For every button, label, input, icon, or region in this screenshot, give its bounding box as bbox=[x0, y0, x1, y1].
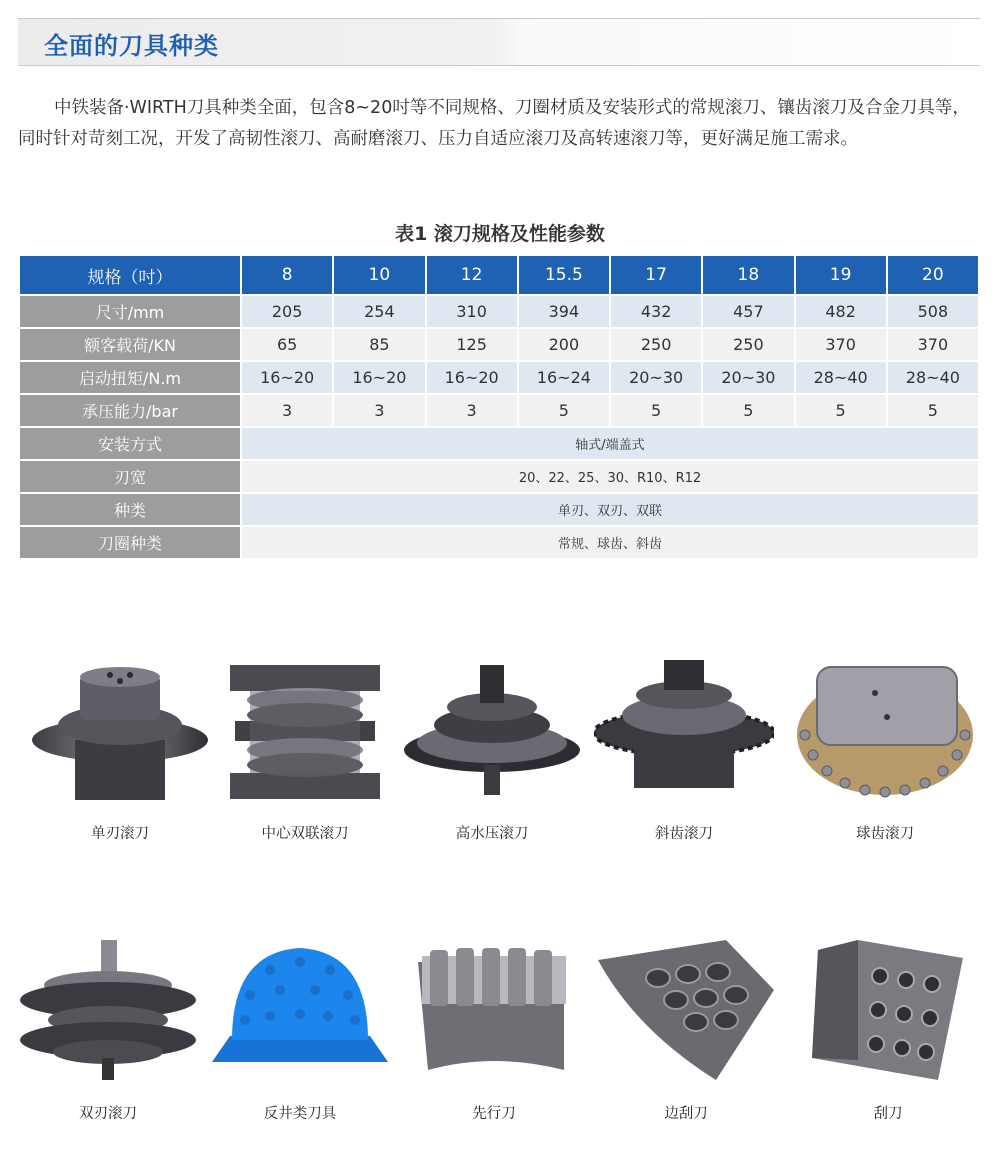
row-label: 刃宽 bbox=[19, 460, 241, 493]
row-label: 承压能力/bar bbox=[19, 394, 241, 427]
edge-scraper-image bbox=[596, 940, 776, 1090]
merged-cell: 常规、球齿、斜齿 bbox=[241, 526, 979, 559]
product-label: 高水压滚刀 bbox=[455, 826, 529, 842]
table-cell: 16~20 bbox=[333, 361, 425, 394]
product-button-tooth-cutter bbox=[795, 655, 975, 842]
row-label: 启动扭矩/N.m bbox=[19, 361, 241, 394]
table-cell: 28~40 bbox=[887, 361, 979, 394]
header-size: 15.5 bbox=[518, 255, 610, 295]
button-tooth-cutter-image bbox=[795, 655, 975, 805]
table-row-merged bbox=[19, 493, 979, 526]
double-disc-cutter-image bbox=[18, 940, 198, 1090]
intro-paragraph: 中铁装备·WIRTH刀具种类全面，包含8~20吋等不同规格、刀圈材质及安装形式的常规滚刀、镶齿滚刀及合金刀具等，同时针对苛刻工况，开发了高韧性滚刀、高耐磨滚刀、压力自适应滚刀及高转速滚刀等，更好满足施工需求。 bbox=[18, 98, 970, 149]
header-label: 规格（吋） bbox=[19, 255, 241, 295]
table-row bbox=[19, 394, 979, 427]
table-cell: 457 bbox=[702, 295, 794, 328]
table-cell: 125 bbox=[426, 328, 518, 361]
product-label: 单刃滚刀 bbox=[91, 826, 149, 842]
raise-boring-tool-image bbox=[210, 940, 390, 1090]
table-cell: 200 bbox=[518, 328, 610, 361]
merged-cell: 单刃、双刃、双联 bbox=[241, 493, 979, 526]
header-size: 8 bbox=[241, 255, 333, 295]
row-label: 额客载荷/KN bbox=[19, 328, 241, 361]
header-size: 12 bbox=[426, 255, 518, 295]
high-water-pressure-cutter-image bbox=[402, 655, 582, 805]
table-cell: 3 bbox=[333, 394, 425, 427]
header-size: 18 bbox=[702, 255, 794, 295]
table-row-merged bbox=[19, 526, 979, 559]
table-cell: 85 bbox=[333, 328, 425, 361]
product-double-disc-cutter bbox=[18, 940, 198, 1122]
section-title: 全面的刀具种类 bbox=[44, 32, 219, 60]
table-row-merged bbox=[19, 460, 979, 493]
row-label: 安装方式 bbox=[19, 427, 241, 460]
table-cell: 250 bbox=[702, 328, 794, 361]
table-cell: 5 bbox=[887, 394, 979, 427]
merged-cell: 轴式/端盖式 bbox=[241, 427, 979, 460]
spec-table bbox=[18, 254, 980, 560]
product-helical-tooth-cutter bbox=[594, 655, 774, 842]
product-label: 中心双联滚刀 bbox=[261, 826, 349, 842]
product-raise-boring-tool bbox=[210, 940, 390, 1122]
table-cell: 65 bbox=[241, 328, 333, 361]
table-cell: 20~30 bbox=[702, 361, 794, 394]
table-cell: 16~20 bbox=[426, 361, 518, 394]
table-cell: 3 bbox=[241, 394, 333, 427]
product-center-twin-cutter bbox=[215, 655, 395, 842]
table-row bbox=[19, 361, 979, 394]
table-cell: 5 bbox=[795, 394, 887, 427]
row-label: 尺寸/mm bbox=[19, 295, 241, 328]
product-scraper bbox=[798, 940, 978, 1122]
table-cell: 432 bbox=[610, 295, 702, 328]
row-label: 种类 bbox=[19, 493, 241, 526]
table-cell: 310 bbox=[426, 295, 518, 328]
table-cell: 5 bbox=[518, 394, 610, 427]
table-cell: 508 bbox=[887, 295, 979, 328]
table-cell: 205 bbox=[241, 295, 333, 328]
product-label: 双刃滚刀 bbox=[79, 1106, 137, 1122]
table-cell: 16~20 bbox=[241, 361, 333, 394]
table-cell: 370 bbox=[887, 328, 979, 361]
header-size: 20 bbox=[887, 255, 979, 295]
product-label: 刮刀 bbox=[873, 1106, 903, 1122]
single-disc-cutter-image bbox=[30, 655, 210, 805]
header-size: 19 bbox=[795, 255, 887, 295]
table-caption: 表1 滚刀规格及性能参数 bbox=[395, 223, 605, 245]
merged-cell: 20、22、25、30、R10、R12 bbox=[241, 460, 979, 493]
table-row bbox=[19, 328, 979, 361]
table-cell: 254 bbox=[333, 295, 425, 328]
center-twin-cutter-image bbox=[215, 655, 395, 805]
table-cell: 3 bbox=[426, 394, 518, 427]
table-cell: 370 bbox=[795, 328, 887, 361]
product-label: 边刮刀 bbox=[664, 1106, 708, 1122]
table-cell: 482 bbox=[795, 295, 887, 328]
table-row bbox=[19, 295, 979, 328]
product-label: 反井类刀具 bbox=[263, 1106, 337, 1122]
table-cell: 20~30 bbox=[610, 361, 702, 394]
table-row-merged bbox=[19, 427, 979, 460]
header-size: 10 bbox=[333, 255, 425, 295]
product-single-disc-cutter bbox=[30, 655, 210, 842]
section-header bbox=[18, 18, 980, 66]
helical-tooth-cutter-image bbox=[594, 655, 774, 805]
scraper-image bbox=[798, 940, 978, 1090]
table-cell: 16~24 bbox=[518, 361, 610, 394]
table-header-row bbox=[19, 255, 979, 295]
table-cell: 5 bbox=[702, 394, 794, 427]
table-cell: 250 bbox=[610, 328, 702, 361]
table-cell: 28~40 bbox=[795, 361, 887, 394]
table-cell: 5 bbox=[610, 394, 702, 427]
leading-cutter-image bbox=[404, 940, 584, 1090]
product-label: 先行刀 bbox=[472, 1106, 516, 1122]
product-label: 球齿滚刀 bbox=[856, 826, 914, 842]
product-high-water-pressure-cutter bbox=[402, 655, 582, 842]
header-size: 17 bbox=[610, 255, 702, 295]
product-leading-cutter bbox=[404, 940, 584, 1122]
product-edge-scraper bbox=[596, 940, 776, 1122]
table-cell: 394 bbox=[518, 295, 610, 328]
product-label: 斜齿滚刀 bbox=[655, 826, 713, 842]
row-label: 刀圈种类 bbox=[19, 526, 241, 559]
